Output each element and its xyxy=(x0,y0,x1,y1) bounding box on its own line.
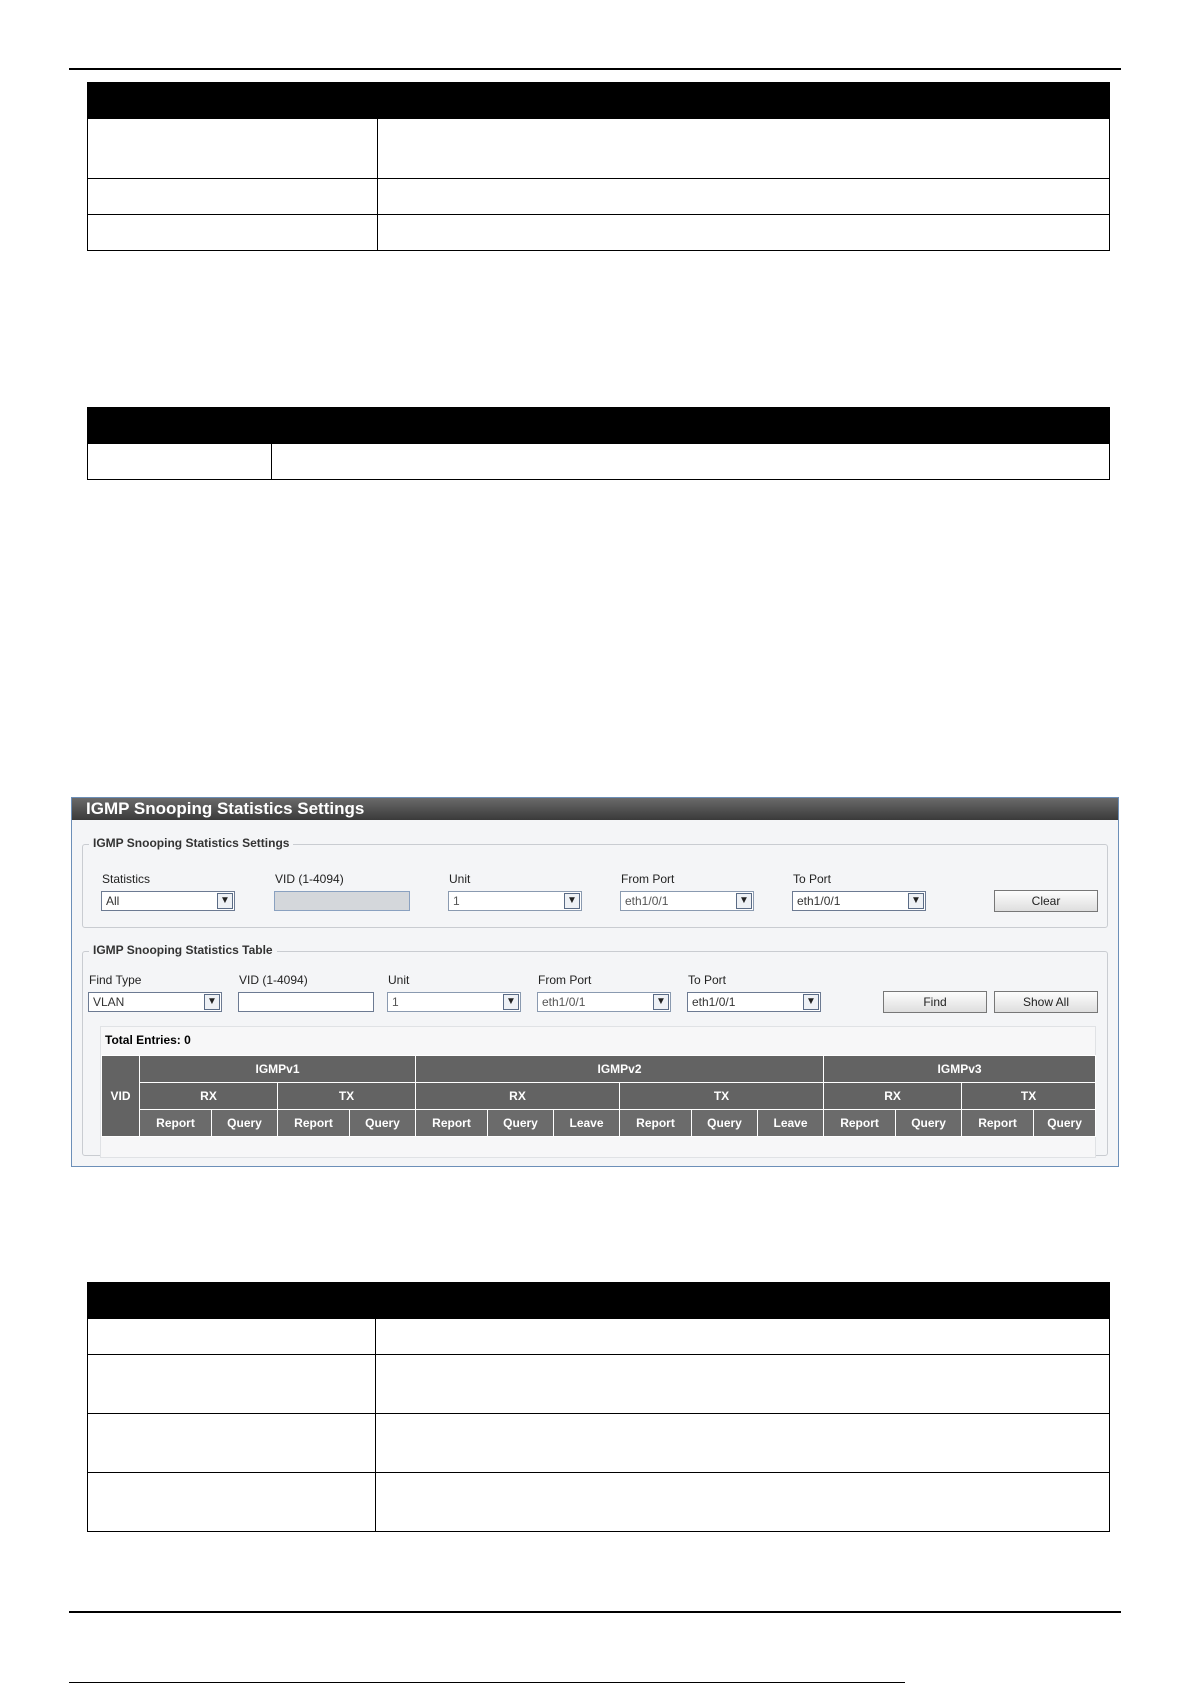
table-cell xyxy=(88,1473,376,1532)
v3-tx-report-header: Report xyxy=(962,1110,1034,1137)
parameter-table-2 xyxy=(87,407,1110,480)
v1-tx-query-header: Query xyxy=(350,1110,416,1137)
table-header-row xyxy=(88,1283,376,1319)
footnote-rule xyxy=(69,1682,905,1683)
statistics-select[interactable]: All ▼ xyxy=(101,891,235,911)
v3-rx-report-header: Report xyxy=(824,1110,896,1137)
v3-tx-header: TX xyxy=(962,1083,1096,1110)
table-cell xyxy=(88,1355,376,1414)
vid-label: VID (1-4094) xyxy=(275,872,344,886)
header-rule xyxy=(69,68,1121,70)
find-type-select[interactable]: VLAN ▼ xyxy=(88,992,222,1012)
v2-rx-report-header: Report xyxy=(416,1110,488,1137)
statistics-settings-group xyxy=(82,836,1108,928)
v1-rx-report-header: Report xyxy=(140,1110,212,1137)
unit-select[interactable]: 1 ▼ xyxy=(448,891,582,911)
chevron-down-icon: ▼ xyxy=(653,994,669,1010)
vid-input-disabled xyxy=(274,891,410,911)
from-port-label: From Port xyxy=(538,973,592,987)
unit-label: Unit xyxy=(449,872,471,886)
table-cell xyxy=(88,179,378,215)
table-cell xyxy=(378,215,1110,251)
parameter-table-3 xyxy=(87,1282,1110,1532)
v2-rx-leave-header: Leave xyxy=(554,1110,620,1137)
statistics-table xyxy=(101,1055,1096,1137)
chevron-down-icon: ▼ xyxy=(204,994,220,1010)
chevron-down-icon: ▼ xyxy=(908,893,924,909)
chevron-down-icon: ▼ xyxy=(803,994,819,1010)
from-port-select[interactable]: eth1/0/1 ▼ xyxy=(537,992,671,1012)
table-cell xyxy=(378,179,1110,215)
v2-tx-leave-header: Leave xyxy=(758,1110,824,1137)
show-all-button[interactable]: Show All xyxy=(994,991,1098,1013)
chevron-down-icon: ▼ xyxy=(564,893,580,909)
from-port-label: From Port xyxy=(621,872,675,886)
igmpv1-header: IGMPv1 xyxy=(140,1056,416,1083)
v2-rx-header: RX xyxy=(416,1083,620,1110)
vid-column-header: VID xyxy=(102,1056,140,1137)
find-type-label: Find Type xyxy=(89,973,142,987)
find-button[interactable]: Find xyxy=(883,991,987,1013)
vid-input[interactable] xyxy=(238,992,374,1012)
v3-rx-header: RX xyxy=(824,1083,962,1110)
table-header-row xyxy=(88,408,272,444)
v2-rx-query-header: Query xyxy=(488,1110,554,1137)
v1-rx-query-header: Query xyxy=(212,1110,278,1137)
table-cell xyxy=(376,1319,1110,1355)
igmpv3-header: IGMPv3 xyxy=(824,1056,1096,1083)
clear-button[interactable]: Clear xyxy=(994,890,1098,912)
statistics-table-area xyxy=(100,1026,1096,1158)
table-cell xyxy=(88,215,378,251)
v2-tx-query-header: Query xyxy=(692,1110,758,1137)
total-entries: Total Entries: 0 xyxy=(105,1033,191,1047)
footer-rule xyxy=(69,1611,1121,1613)
to-port-label: To Port xyxy=(793,872,832,886)
v3-rx-query-header: Query xyxy=(896,1110,962,1137)
igmpv2-header: IGMPv2 xyxy=(416,1056,824,1083)
chevron-down-icon: ▼ xyxy=(217,893,233,909)
table-cell xyxy=(88,1319,376,1355)
to-port-select[interactable]: eth1/0/1 ▼ xyxy=(687,992,821,1012)
v1-tx-header: TX xyxy=(278,1083,416,1110)
to-port-select[interactable]: eth1/0/1 ▼ xyxy=(792,891,926,911)
table-cell xyxy=(88,444,272,480)
table-legend: IGMP Snooping Statistics Table xyxy=(89,943,277,957)
chevron-down-icon: ▼ xyxy=(503,994,519,1010)
v3-tx-query-header: Query xyxy=(1034,1110,1096,1137)
to-port-label: To Port xyxy=(688,973,727,987)
unit-label: Unit xyxy=(388,973,410,987)
panel-title: IGMP Snooping Statistics Settings xyxy=(72,798,1118,820)
settings-legend: IGMP Snooping Statistics Settings xyxy=(89,836,293,850)
igmp-snooping-statistics-panel xyxy=(71,797,1119,1167)
vid-label: VID (1-4094) xyxy=(239,973,308,987)
table-header-row xyxy=(88,83,378,119)
unit-select[interactable]: 1 ▼ xyxy=(387,992,521,1012)
table-cell xyxy=(376,1355,1110,1414)
v2-tx-report-header: Report xyxy=(620,1110,692,1137)
table-cell xyxy=(272,444,1110,480)
table-cell xyxy=(378,119,1110,179)
v1-rx-header: RX xyxy=(140,1083,278,1110)
chevron-down-icon: ▼ xyxy=(736,893,752,909)
from-port-select[interactable]: eth1/0/1 ▼ xyxy=(620,891,754,911)
table-cell xyxy=(376,1473,1110,1532)
table-cell xyxy=(376,1414,1110,1473)
parameter-table-1 xyxy=(87,82,1110,251)
table-cell xyxy=(88,1414,376,1473)
v1-tx-report-header: Report xyxy=(278,1110,350,1137)
v2-tx-header: TX xyxy=(620,1083,824,1110)
statistics-label: Statistics xyxy=(102,872,151,886)
table-cell xyxy=(88,119,378,179)
